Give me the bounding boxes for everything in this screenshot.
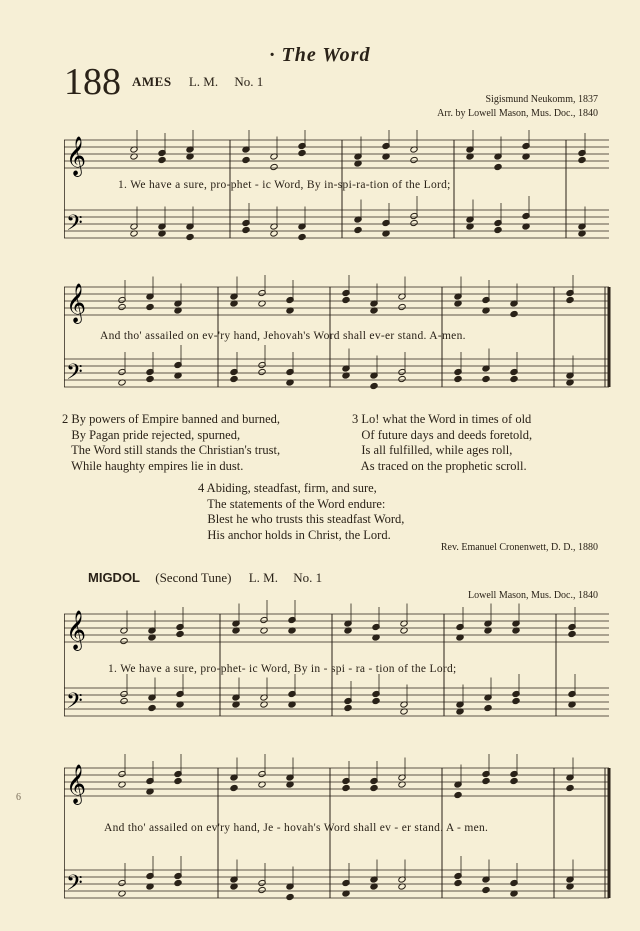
note-head — [148, 704, 156, 711]
note-head — [120, 637, 128, 644]
note-head — [270, 163, 278, 170]
note-head — [454, 791, 462, 798]
note-head — [344, 704, 352, 711]
note-head — [342, 784, 350, 791]
hymn-author: Rev. Emanuel Cronenwett, D. D., 1880 — [440, 542, 598, 553]
tune2-heading — [88, 570, 322, 586]
note-head — [242, 156, 250, 163]
note-head — [410, 219, 418, 226]
note-head — [510, 777, 518, 784]
tune1-name: AMES — [132, 74, 172, 89]
tune2-verse-line1: 1. We have a sure, pro-phet- ic Word, By in - spi - ra - tion of the Lord; — [108, 663, 457, 675]
note-head — [454, 879, 462, 886]
note-head — [482, 777, 490, 784]
note-head — [298, 233, 306, 240]
stanza-3: 3 Lo! what the Word in times of old Of future days and deeds foretold, Is all fulfilled, while ages roll, As traced on the prophetic scroll. — [352, 412, 533, 473]
note-head — [354, 226, 362, 233]
tune1-meter: L. M. — [188, 74, 219, 89]
note-head — [174, 879, 182, 886]
note-head — [398, 303, 406, 310]
note-head — [372, 697, 380, 704]
note-head — [258, 368, 266, 375]
stanza-4: 4 Abiding, steadfast, firm, and sure, The statements of the Word endure: Blest he who trusts this steadfast Word, His anchor holds in Christ, the Lord. — [198, 481, 405, 542]
svg-text:𝄢: 𝄢 — [66, 360, 83, 390]
note-head — [230, 784, 238, 791]
tune1-composer: Sigismund Neukomm, 1837 — [485, 94, 598, 105]
tune1-heading — [132, 74, 263, 90]
note-head — [258, 886, 266, 893]
tune1-arranger: Arr. by Lowell Mason, Mus. Doc., 1840 — [437, 108, 598, 119]
note-head — [482, 375, 490, 382]
note-head — [118, 303, 126, 310]
tune2-composer: Lowell Mason, Mus. Doc., 1840 — [468, 590, 598, 601]
tune2-number: No. 1 — [293, 570, 323, 585]
note-head — [298, 149, 306, 156]
svg-text:𝄞: 𝄞 — [66, 764, 87, 804]
note-head — [484, 704, 492, 711]
note-head — [510, 310, 518, 317]
tune1-verse-line1: 1. We have a sure, pro-phet - ic Word, By in-spi-ra-tion of the Lord; — [118, 179, 451, 191]
note-head — [578, 156, 586, 163]
tune2-subtitle: (Second Tune) — [155, 570, 232, 585]
stanza-2: 2 By powers of Empire banned and burned, By Pagan pride rejected, spurned, The Word still stands the Christian's trust, While haughty empires lie in dust. — [62, 412, 281, 473]
music-system-4 — [64, 752, 614, 927]
note-head — [176, 630, 184, 637]
tune2-name: MIGDOL — [88, 570, 140, 585]
svg-text:𝄞: 𝄞 — [66, 610, 87, 650]
note-head — [454, 375, 462, 382]
music-system-1 — [64, 130, 614, 260]
note-head — [146, 375, 154, 382]
tune2-verse-line2: And tho' assailed on ev'ry hand, Je - hovah's Word shall ev - er stand. A - men. — [104, 822, 489, 834]
tune2-meter: L. M. — [248, 570, 278, 585]
note-head — [482, 886, 490, 893]
margin-mark: 6 — [16, 792, 21, 803]
svg-text:𝄢: 𝄢 — [66, 689, 83, 719]
note-head — [494, 163, 502, 170]
note-head — [158, 156, 166, 163]
note-head — [370, 382, 378, 389]
note-head — [410, 156, 418, 163]
svg-text:𝄢: 𝄢 — [66, 871, 83, 901]
note-head — [342, 296, 350, 303]
note-head — [174, 777, 182, 784]
note-head — [230, 375, 238, 382]
hymn-number: 188 — [64, 61, 121, 103]
note-head — [568, 630, 576, 637]
svg-text:𝄞: 𝄞 — [66, 283, 87, 323]
note-head — [398, 375, 406, 382]
note-head — [566, 296, 574, 303]
note-head — [242, 226, 250, 233]
treble-clef-icon: 𝄞 — [66, 136, 87, 176]
tune1-verse-line2: And tho' assailed on ev-'ry hand, Jehovah's Word shall ev-er stand. A-men. — [100, 330, 466, 342]
note-head — [286, 893, 294, 900]
note-head — [146, 303, 154, 310]
note-head — [566, 784, 574, 791]
note-head — [510, 375, 518, 382]
note-head — [494, 226, 502, 233]
bass-clef-icon: 𝄢 — [66, 211, 83, 241]
note-head — [512, 697, 520, 704]
note-head — [120, 697, 128, 704]
note-head — [186, 233, 194, 240]
page-header: · The Word — [269, 44, 371, 66]
note-head — [370, 784, 378, 791]
tune1-number: No. 1 — [234, 74, 264, 89]
